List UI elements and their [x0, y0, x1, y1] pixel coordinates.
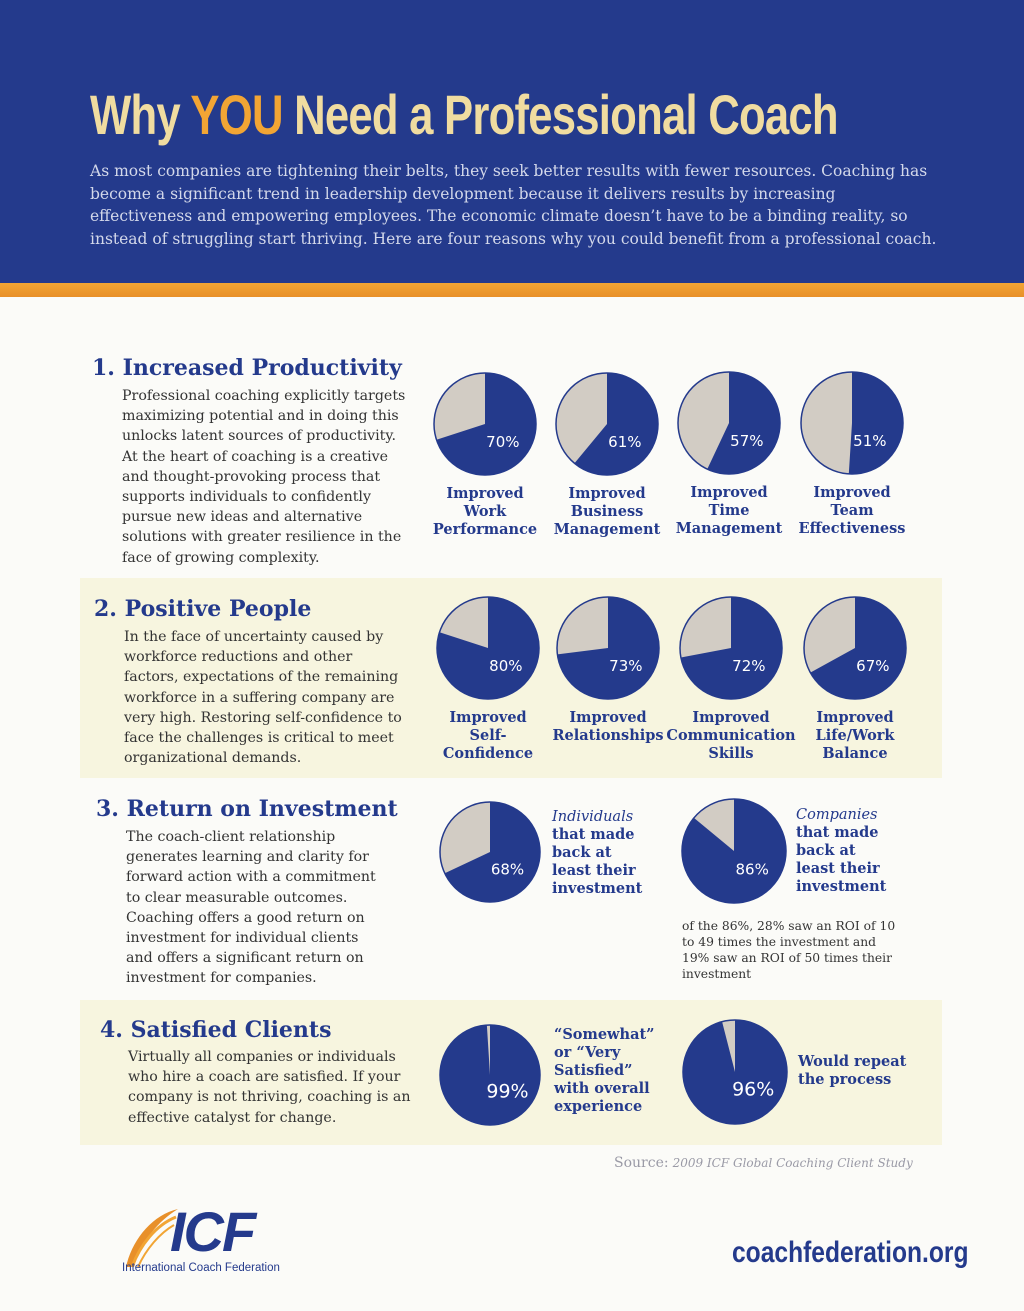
pie-category-label: Improved Business Management	[553, 485, 661, 538]
pie-value-label: 68%	[490, 860, 525, 879]
pie-chart	[679, 796, 789, 906]
pie-value-label: 61%	[608, 432, 642, 451]
section-3-body: The coach-client relationship generates learning and clarity for forward action with a commitment to clear measurable outcomes. Coaching offers a good return on investment for individual clients and offers a significant return on investment for companies.	[126, 829, 376, 987]
page-title: Why YOU Need a Professional Coach	[90, 83, 838, 146]
pie-category-label: Improved Relationships	[552, 709, 664, 744]
pie-category-label: “Somewhat” or “Very Satisfied” with overall experience	[554, 1026, 655, 1115]
section-2-title: 2. Positive People	[94, 596, 312, 622]
pie-category-label: Improved Time Management	[675, 484, 783, 537]
source-citation: Source: 2009 ICF Global Coaching Client Study	[614, 1155, 913, 1171]
section-1-body: Professional coaching explicitly targets maximizing potential and in doing this unlocks latent sources of productivity. At the heart of coaching is a creative and thought-provoking process that supports individuals to confidently pursue new ideas and alternative solutions with greater resilience in the face of growing complexity.	[122, 388, 406, 566]
pie-chart	[798, 369, 906, 477]
pie-chart	[431, 370, 539, 478]
section-4-title: 4. Satisfied Clients	[100, 1017, 332, 1043]
pie-category-label: Improved Communication Skills	[666, 709, 796, 762]
pie-value-label: 57%	[730, 431, 764, 450]
pie-value-label: 51%	[853, 431, 887, 450]
pie-value-slice	[849, 372, 903, 474]
pie-value-label: 70%	[486, 432, 520, 451]
section-2-body: In the face of uncertainty caused by workforce reductions and other factors, expectations of the remaining workforce in a suffering company are very high. Restoring self-confidence to face the challenges is critical to meet organizational demands.	[124, 629, 402, 767]
icf-logo-subtitle: International Coach Federation	[122, 1262, 280, 1274]
pie-chart	[437, 799, 543, 905]
pie-value-label: 72%	[732, 656, 766, 675]
pie-chart	[675, 369, 783, 477]
header-stripe	[0, 283, 1024, 297]
roi-note: of the 86%, 28% saw an ROI of 10 to 49 times the investment and 19% saw an ROI of 50 times their investment	[682, 919, 896, 981]
pie-value-label: 73%	[609, 656, 643, 675]
pie-category-label: Improved Self- Confidence	[442, 709, 534, 762]
header-banner	[0, 0, 1024, 283]
title-accent: YOU	[190, 83, 283, 146]
pie-chart	[437, 1022, 543, 1128]
pie-chart	[554, 594, 662, 702]
section-3-title: 3. Return on Investment	[96, 796, 398, 822]
pie-chart	[434, 594, 542, 702]
pie-category-label: Improved Team Effectiveness	[798, 484, 906, 537]
pie-category-label: Individuals that made back at least their investment	[552, 809, 643, 897]
intro-text: As most companies are tightening their belts, they seek better results with fewer resources. Coaching has become a significant trend in leadership development because it delivers results by increasing effectiveness and empowering employees. The economic climate doesn’t have to be a binding reality, so instead of struggling start thriving. Here are four reasons why you could benefit from a professional coach.	[90, 162, 937, 248]
section-1-title: 1. Increased Productivity	[92, 355, 402, 381]
pie-chart	[677, 594, 785, 702]
icf-logo-text: ICF	[170, 1200, 255, 1263]
pie-value-label: 99%	[486, 1080, 529, 1103]
website-link[interactable]: coachfederation.org	[732, 1236, 969, 1269]
section-4-body: Virtually all companies or individuals who hire a coach are satisfied. If your company is not thriving, coaching is an effective catalyst for change.	[128, 1049, 411, 1126]
pie-category-label: Companies that made back at least their investment	[796, 807, 887, 895]
pie-chart	[801, 594, 909, 702]
pie-chart	[553, 370, 661, 478]
pie-value-label: 86%	[735, 860, 769, 879]
pie-category-label: Would repeat the process	[798, 1053, 907, 1088]
pie-category-label: Improved Work Performance	[432, 485, 538, 538]
pie-chart	[680, 1017, 790, 1127]
pie-category-label: Improved Life/Work Balance	[815, 709, 895, 762]
pie-value-label: 96%	[732, 1078, 775, 1101]
pie-value-label: 80%	[489, 656, 523, 675]
pie-value-label: 67%	[856, 656, 890, 675]
